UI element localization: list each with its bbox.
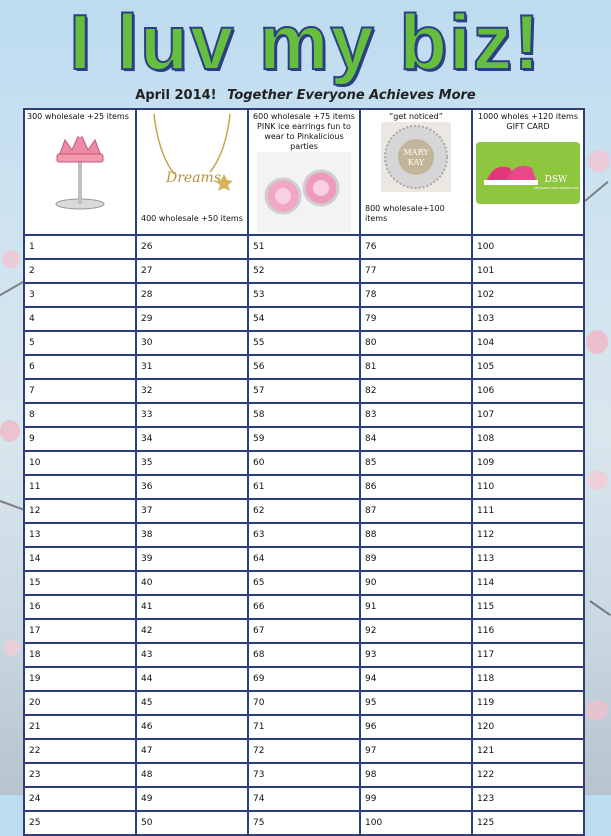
number-cell[interactable]: 24 bbox=[24, 787, 136, 811]
prize-caption-4: 800 wholesale+100 items bbox=[365, 204, 445, 223]
table-row bbox=[24, 619, 584, 643]
table-row bbox=[24, 739, 584, 763]
number-cell[interactable]: 12 bbox=[24, 499, 136, 523]
number-cell[interactable]: 56 bbox=[248, 355, 360, 379]
table-row bbox=[24, 811, 584, 835]
number-cell[interactable]: 37 bbox=[136, 499, 248, 523]
number-cell[interactable]: 89 bbox=[360, 547, 472, 571]
number-cell[interactable]: 76 bbox=[360, 235, 472, 259]
number-cell[interactable]: 50 bbox=[136, 811, 248, 835]
number-cell[interactable]: 8 bbox=[24, 403, 136, 427]
number-cell[interactable]: 28 bbox=[136, 283, 248, 307]
number-cell[interactable]: 55 bbox=[248, 331, 360, 355]
number-cell[interactable]: 73 bbox=[248, 763, 360, 787]
number-cell[interactable]: 87 bbox=[360, 499, 472, 523]
number-cell[interactable]: 23 bbox=[24, 763, 136, 787]
number-cell[interactable]: 65 bbox=[248, 571, 360, 595]
number-cell[interactable]: 117 bbox=[472, 643, 584, 667]
number-cell[interactable]: 14 bbox=[24, 547, 136, 571]
table-row bbox=[24, 331, 584, 355]
number-cell[interactable]: 3 bbox=[24, 283, 136, 307]
number-cell[interactable]: 80 bbox=[360, 331, 472, 355]
prize-caption-2: 400 wholesale +50 items bbox=[141, 214, 243, 223]
tracker-grid bbox=[23, 108, 585, 836]
number-cell[interactable]: 121 bbox=[472, 739, 584, 763]
number-cell[interactable]: 94 bbox=[360, 667, 472, 691]
table-row bbox=[24, 595, 584, 619]
number-cell[interactable]: 42 bbox=[136, 619, 248, 643]
number-cell[interactable]: 114 bbox=[472, 571, 584, 595]
number-cell[interactable]: 49 bbox=[136, 787, 248, 811]
number-cell[interactable]: 93 bbox=[360, 643, 472, 667]
number-cell[interactable]: 17 bbox=[24, 619, 136, 643]
number-cell[interactable]: 18 bbox=[24, 643, 136, 667]
number-cell[interactable]: 106 bbox=[472, 379, 584, 403]
number-cell[interactable]: 81 bbox=[360, 355, 472, 379]
number-cell[interactable]: 53 bbox=[248, 283, 360, 307]
number-cell[interactable]: 15 bbox=[24, 571, 136, 595]
number-cell[interactable]: 32 bbox=[136, 379, 248, 403]
number-cell[interactable]: 104 bbox=[472, 331, 584, 355]
number-cell[interactable]: 100 bbox=[472, 235, 584, 259]
number-cell[interactable]: 92 bbox=[360, 619, 472, 643]
number-cell[interactable]: 75 bbox=[248, 811, 360, 835]
dsw-brand-sub: DESIGNER SHOE WAREHOUSE bbox=[533, 186, 579, 190]
number-cell[interactable]: 57 bbox=[248, 379, 360, 403]
table-row bbox=[24, 643, 584, 667]
number-cell[interactable]: 82 bbox=[360, 379, 472, 403]
table-row bbox=[24, 667, 584, 691]
table-row bbox=[24, 547, 584, 571]
number-cell[interactable]: 39 bbox=[136, 547, 248, 571]
number-cell[interactable]: 38 bbox=[136, 523, 248, 547]
table-row bbox=[24, 475, 584, 499]
number-cell[interactable]: 35 bbox=[136, 451, 248, 475]
prize-caption-5: 1000 wholes +120 items bbox=[477, 112, 579, 121]
dsw-brand: DSW bbox=[544, 175, 568, 185]
number-cell[interactable]: 116 bbox=[472, 619, 584, 643]
number-cell[interactable]: 99 bbox=[360, 787, 472, 811]
number-cell[interactable]: 10 bbox=[24, 451, 136, 475]
table-row bbox=[24, 715, 584, 739]
table-row bbox=[24, 763, 584, 787]
number-cell[interactable]: 72 bbox=[248, 739, 360, 763]
svg-text:MARY: MARY bbox=[403, 148, 429, 157]
number-cell[interactable]: 36 bbox=[136, 475, 248, 499]
subtitle bbox=[0, 88, 611, 103]
number-cell[interactable]: 29 bbox=[136, 307, 248, 331]
number-cell[interactable]: 74 bbox=[248, 787, 360, 811]
number-cell[interactable]: 79 bbox=[360, 307, 472, 331]
number-cell[interactable]: 98 bbox=[360, 763, 472, 787]
number-cell[interactable]: 109 bbox=[472, 451, 584, 475]
number-cell[interactable]: 60 bbox=[248, 451, 360, 475]
prize-caption-3: 600 wholesale +75 items PINK ice earrings fun to wear to Pinkalicious parties bbox=[253, 112, 355, 151]
number-cell[interactable]: 16 bbox=[24, 595, 136, 619]
number-rows bbox=[24, 235, 584, 835]
number-cell[interactable]: 45 bbox=[136, 691, 248, 715]
number-cell[interactable]: 46 bbox=[136, 715, 248, 739]
number-cell[interactable]: 31 bbox=[136, 355, 248, 379]
date-label: April 2014! bbox=[135, 88, 217, 103]
dreams-necklace-icon bbox=[144, 112, 240, 194]
number-cell[interactable]: 4 bbox=[24, 307, 136, 331]
number-cell[interactable]: 97 bbox=[360, 739, 472, 763]
number-cell[interactable]: 85 bbox=[360, 451, 472, 475]
number-cell[interactable]: 40 bbox=[136, 571, 248, 595]
number-cell[interactable]: 115 bbox=[472, 595, 584, 619]
number-cell[interactable]: 102 bbox=[472, 283, 584, 307]
table-row bbox=[24, 403, 584, 427]
prize-cell-4 bbox=[360, 109, 472, 235]
number-cell[interactable]: 112 bbox=[472, 523, 584, 547]
prize-cell-2 bbox=[136, 109, 248, 235]
number-cell[interactable]: 119 bbox=[472, 691, 584, 715]
number-cell[interactable]: 21 bbox=[24, 715, 136, 739]
number-cell[interactable]: 95 bbox=[360, 691, 472, 715]
prize-caption-5b: GIFT CARD bbox=[506, 122, 550, 131]
number-cell[interactable]: 83 bbox=[360, 403, 472, 427]
number-cell[interactable]: 25 bbox=[24, 811, 136, 835]
number-cell[interactable]: 78 bbox=[360, 283, 472, 307]
number-cell[interactable]: 27 bbox=[136, 259, 248, 283]
number-cell[interactable]: 125 bbox=[472, 811, 584, 835]
number-cell[interactable]: 88 bbox=[360, 523, 472, 547]
number-cell[interactable]: 26 bbox=[136, 235, 248, 259]
number-cell[interactable]: 7 bbox=[24, 379, 136, 403]
number-cell[interactable]: 101 bbox=[472, 259, 584, 283]
number-cell[interactable]: 91 bbox=[360, 595, 472, 619]
number-cell[interactable]: 61 bbox=[248, 475, 360, 499]
motto-label: Together Everyone Achieves More bbox=[227, 88, 476, 103]
number-cell[interactable]: 62 bbox=[248, 499, 360, 523]
number-cell[interactable]: 51 bbox=[248, 235, 360, 259]
number-cell[interactable]: 103 bbox=[472, 307, 584, 331]
number-cell[interactable]: 20 bbox=[24, 691, 136, 715]
number-cell[interactable]: 118 bbox=[472, 667, 584, 691]
number-cell[interactable]: 96 bbox=[360, 715, 472, 739]
number-cell[interactable]: 113 bbox=[472, 547, 584, 571]
table-row bbox=[24, 355, 584, 379]
number-cell[interactable]: 33 bbox=[136, 403, 248, 427]
number-cell[interactable]: 6 bbox=[24, 355, 136, 379]
number-cell[interactable]: 111 bbox=[472, 499, 584, 523]
number-cell[interactable]: 43 bbox=[136, 643, 248, 667]
number-cell[interactable]: 22 bbox=[24, 739, 136, 763]
number-cell[interactable]: 48 bbox=[136, 763, 248, 787]
number-cell[interactable]: 123 bbox=[472, 787, 584, 811]
number-cell[interactable]: 2 bbox=[24, 259, 136, 283]
table-row bbox=[24, 259, 584, 283]
number-cell[interactable]: 44 bbox=[136, 667, 248, 691]
table-row bbox=[24, 235, 584, 259]
number-cell[interactable]: 84 bbox=[360, 427, 472, 451]
prize-caption-1: 300 wholesale +25 items bbox=[27, 112, 129, 121]
table-row bbox=[24, 427, 584, 451]
svg-text:KAY: KAY bbox=[407, 158, 425, 167]
number-cell[interactable]: 66 bbox=[248, 595, 360, 619]
number-cell[interactable]: 105 bbox=[472, 355, 584, 379]
number-cell[interactable]: 90 bbox=[360, 571, 472, 595]
number-cell[interactable]: 59 bbox=[248, 427, 360, 451]
prize-cell-5 bbox=[472, 109, 584, 235]
mary-kay-pin-icon bbox=[381, 122, 451, 192]
number-cell[interactable]: 67 bbox=[248, 619, 360, 643]
prize-cell-1 bbox=[24, 109, 136, 235]
number-cell[interactable]: 108 bbox=[472, 427, 584, 451]
number-cell[interactable]: 54 bbox=[248, 307, 360, 331]
table-row bbox=[24, 787, 584, 811]
prize-tagline-4: “get noticed” bbox=[389, 112, 443, 121]
number-cell[interactable]: 70 bbox=[248, 691, 360, 715]
number-cell[interactable]: 110 bbox=[472, 475, 584, 499]
number-cell[interactable]: 30 bbox=[136, 331, 248, 355]
number-cell[interactable]: 41 bbox=[136, 595, 248, 619]
number-cell[interactable]: 58 bbox=[248, 403, 360, 427]
prize-cell-3 bbox=[248, 109, 360, 235]
number-cell[interactable]: 19 bbox=[24, 667, 136, 691]
number-cell[interactable]: 68 bbox=[248, 643, 360, 667]
number-cell[interactable]: 64 bbox=[248, 547, 360, 571]
number-cell[interactable]: 77 bbox=[360, 259, 472, 283]
table-row bbox=[24, 451, 584, 475]
number-cell[interactable]: 122 bbox=[472, 763, 584, 787]
number-cell[interactable]: 63 bbox=[248, 523, 360, 547]
table-row bbox=[24, 571, 584, 595]
number-cell[interactable]: 100 bbox=[360, 811, 472, 835]
tiara-card-holder-icon bbox=[45, 122, 115, 212]
table-row bbox=[24, 499, 584, 523]
number-cell[interactable]: 9 bbox=[24, 427, 136, 451]
number-cell[interactable]: 1 bbox=[24, 235, 136, 259]
table-row bbox=[24, 283, 584, 307]
number-cell[interactable]: 86 bbox=[360, 475, 472, 499]
number-cell[interactable]: 71 bbox=[248, 715, 360, 739]
svg-text:Dreams: Dreams bbox=[166, 170, 222, 186]
prize-row bbox=[24, 109, 584, 235]
number-cell[interactable]: 5 bbox=[24, 331, 136, 355]
pink-earrings-icon bbox=[257, 152, 351, 232]
number-cell[interactable]: 34 bbox=[136, 427, 248, 451]
number-cell[interactable]: 13 bbox=[24, 523, 136, 547]
number-cell[interactable]: 107 bbox=[472, 403, 584, 427]
dsw-gift-card-icon bbox=[476, 142, 580, 204]
table-row bbox=[24, 379, 584, 403]
table-row bbox=[24, 523, 584, 547]
number-cell[interactable]: 11 bbox=[24, 475, 136, 499]
page-title: I luv my biz! bbox=[69, 0, 542, 86]
number-cell[interactable]: 52 bbox=[248, 259, 360, 283]
number-cell[interactable]: 47 bbox=[136, 739, 248, 763]
table-row bbox=[24, 691, 584, 715]
number-cell[interactable]: 120 bbox=[472, 715, 584, 739]
table-row bbox=[24, 307, 584, 331]
number-cell[interactable]: 69 bbox=[248, 667, 360, 691]
